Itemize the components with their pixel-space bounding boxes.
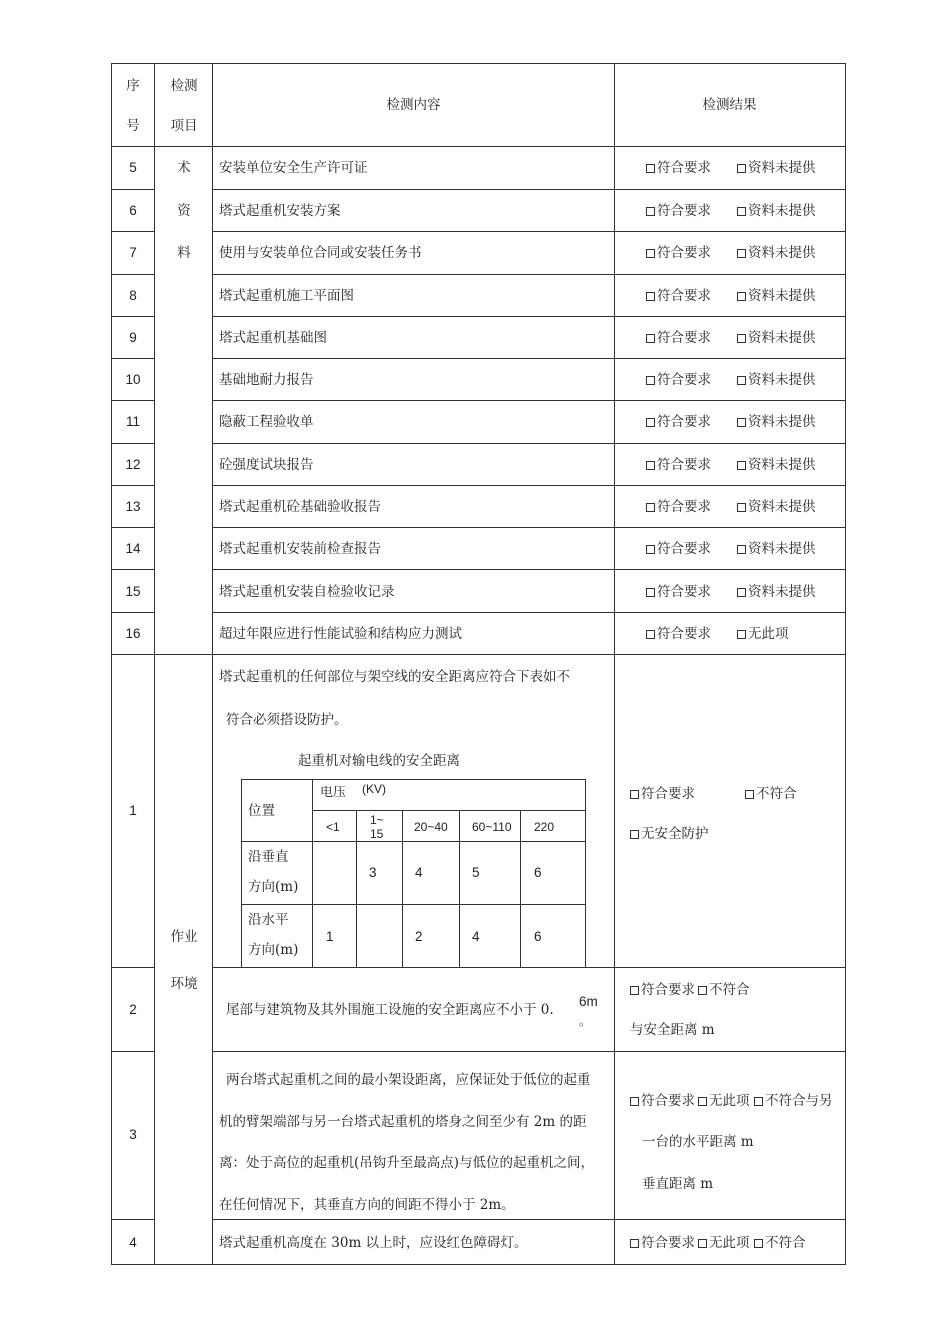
result-horizontal-distance: 一台的水平距离 m — [642, 1134, 754, 1150]
checkbox-icon[interactable] — [698, 1097, 707, 1106]
row-content: 隐蔽工程验收单 — [219, 414, 314, 430]
checkbox-icon[interactable] — [646, 164, 655, 173]
option-not-provided[interactable]: 资料未提供 — [737, 499, 816, 515]
result-distance-label: 与安全距离 m — [630, 1022, 715, 1038]
checkbox-icon[interactable] — [630, 1239, 639, 1248]
table-divider — [111, 443, 154, 444]
row-number: 5 — [129, 160, 137, 175]
option-not-provided[interactable]: 资料未提供 — [737, 245, 816, 261]
option-nonconform[interactable]: 不符合 — [745, 786, 797, 802]
table-divider — [111, 400, 154, 401]
option-not-provided[interactable]: 资料未提供 — [737, 414, 816, 430]
header-result: 检测结果 — [702, 97, 757, 113]
option-conform[interactable]: 符合要求 — [630, 1093, 695, 1109]
group-label-tech-1: 术 — [177, 160, 191, 176]
row-content: 塔式起重机砼基础验收报告 — [219, 499, 381, 515]
table-column-divider — [154, 63, 155, 1265]
vertical-label-1: 沿垂直 — [248, 849, 289, 865]
row-content-line-1: 塔式起重机的任何部位与架空线的安全距离应符合下表如不 — [219, 669, 570, 685]
table-divider — [111, 485, 154, 486]
table-divider — [111, 231, 154, 232]
checkbox-icon[interactable] — [737, 376, 746, 385]
table-divider — [212, 274, 845, 275]
table-divider — [212, 316, 845, 317]
checkbox-icon[interactable] — [737, 588, 746, 597]
distance-table-divider — [312, 810, 586, 811]
table-divider — [111, 1051, 154, 1052]
table-divider — [111, 527, 154, 528]
row-content: 塔式起重机施工平面图 — [219, 288, 354, 304]
row-content: 塔式起重机安装前检查报告 — [219, 541, 381, 557]
checkbox-icon[interactable] — [698, 1239, 707, 1248]
option-conform[interactable]: 符合要求 — [646, 457, 711, 473]
voltage-60-110: 60~110 — [472, 820, 512, 834]
row-number: 3 — [129, 1127, 137, 1142]
row-number: 11 — [125, 414, 140, 429]
checkbox-icon[interactable] — [754, 1097, 763, 1106]
checkbox-icon[interactable] — [737, 418, 746, 427]
horizontal-value: 2 — [415, 929, 423, 944]
row-number: 12 — [125, 457, 141, 472]
table-divider — [212, 400, 845, 401]
header-seq-bottom: 号 — [126, 118, 140, 134]
group-label-tech-3: 料 — [177, 245, 191, 261]
row-content: 塔式起重机安装方案 — [219, 203, 341, 219]
table-border-bottom — [111, 1264, 845, 1265]
header-seq-top: 序 — [126, 78, 140, 94]
row-content-line-3: 离：处于高位的起重机(吊钩升至最高点)与低位的起重机之间， — [219, 1155, 595, 1171]
checkbox-icon[interactable] — [646, 503, 655, 512]
position-label: 位置 — [248, 803, 275, 819]
checkbox-icon[interactable] — [630, 1097, 639, 1106]
voltage-1-15: 1~15 — [370, 813, 384, 839]
result-vertical-distance: 垂直距离 m — [642, 1176, 714, 1192]
option-not-provided[interactable]: 资料未提供 — [737, 372, 816, 388]
checkbox-icon[interactable] — [737, 164, 746, 173]
checkbox-icon[interactable] — [737, 630, 746, 639]
table-column-divider — [212, 63, 213, 1265]
row-number: 16 — [125, 626, 141, 641]
option-not-provided[interactable]: 资料未提供 — [737, 541, 816, 557]
table-divider — [111, 146, 845, 147]
header-item-bottom: 项目 — [170, 118, 198, 134]
horizontal-value: 6 — [534, 929, 542, 944]
option-no-protection[interactable]: 无安全防护 — [630, 826, 709, 842]
checkbox-icon[interactable] — [737, 249, 746, 258]
group-label-env-2: 环境 — [170, 976, 198, 992]
horizontal-label-2: 方向(m) — [248, 942, 299, 958]
checkbox-icon[interactable] — [646, 630, 655, 639]
vertical-value: 6 — [534, 865, 542, 880]
option-conform[interactable]: 符合要求 — [646, 584, 711, 600]
checkbox-icon[interactable] — [737, 461, 746, 470]
checkbox-icon[interactable] — [737, 334, 746, 343]
table-divider — [212, 967, 845, 968]
row-content: 塔式起重机高度在 30m 以上时，应设红色障碍灯。 — [219, 1235, 528, 1251]
option-conform[interactable]: 符合要求 — [630, 1235, 695, 1251]
distance-table-border — [585, 779, 586, 968]
vertical-value: 3 — [369, 865, 377, 880]
checkbox-icon[interactable] — [646, 461, 655, 470]
table-divider — [212, 1051, 845, 1052]
table-divider — [111, 967, 154, 968]
row-number: 8 — [129, 288, 137, 303]
sub-table-title: 起重机对输电线的安全距离 — [298, 753, 460, 769]
voltage-label: 电压 — [320, 786, 346, 800]
row-content: 超过年限应进行性能试验和结构应力测试 — [219, 626, 462, 642]
table-divider — [212, 443, 845, 444]
row-content: 使用与安装单位合同或安装任务书 — [219, 245, 422, 261]
header-item-top: 检测 — [170, 78, 198, 94]
option-nonconform[interactable]: 不符合 — [754, 1235, 806, 1251]
option-conform[interactable]: 符合要求 — [630, 982, 695, 998]
distance-table-divider — [402, 810, 403, 968]
table-border-right — [845, 63, 846, 1265]
checkbox-icon[interactable] — [646, 376, 655, 385]
table-divider — [111, 274, 154, 275]
row-number: 9 — [129, 330, 137, 345]
option-conform[interactable]: 符合要求 — [646, 160, 711, 176]
group-label-tech-2: 资 — [177, 203, 191, 219]
option-not-provided[interactable]: 资料未提供 — [737, 457, 816, 473]
checkbox-icon[interactable] — [737, 503, 746, 512]
table-divider — [212, 527, 845, 528]
row-content-suffix-mark: 。 — [579, 1014, 592, 1028]
horizontal-value: 4 — [472, 929, 480, 944]
table-divider — [111, 189, 154, 190]
option-conform[interactable]: 符合要求 — [630, 786, 695, 802]
horizontal-label-1: 沿水平 — [248, 912, 289, 928]
distance-table-divider — [520, 810, 521, 968]
option-conform[interactable]: 符合要求 — [646, 245, 711, 261]
table-divider — [212, 612, 845, 613]
table-divider — [212, 485, 845, 486]
checkbox-icon[interactable] — [745, 790, 754, 799]
voltage-220: 220 — [534, 820, 555, 834]
row-number: 2 — [129, 1002, 137, 1017]
row-content-line-2: 机的臂架端部与另一台塔式起重机的塔身之间至少有 2m 的距 — [219, 1114, 587, 1130]
vertical-value: 5 — [472, 865, 480, 880]
checkbox-icon[interactable] — [698, 986, 707, 995]
row-number: 13 — [125, 499, 141, 514]
row-number: 6 — [129, 203, 137, 218]
checkbox-icon[interactable] — [630, 790, 639, 799]
table-divider — [212, 189, 845, 190]
row-number: 4 — [129, 1235, 137, 1250]
checkbox-icon[interactable] — [737, 207, 746, 216]
vertical-value: 4 — [415, 865, 423, 880]
option-not-provided[interactable]: 资料未提供 — [737, 160, 816, 176]
checkbox-icon[interactable] — [646, 207, 655, 216]
row-content-line-2: 符合必须搭设防护。 — [226, 712, 348, 728]
table-divider — [212, 358, 845, 359]
option-conform[interactable]: 符合要求 — [646, 288, 711, 304]
checkbox-icon[interactable] — [646, 249, 655, 258]
table-divider — [111, 358, 154, 359]
table-divider — [111, 654, 845, 655]
table-divider — [111, 569, 154, 570]
distance-table-divider — [356, 810, 357, 968]
distance-table-divider — [459, 810, 460, 968]
table-divider — [212, 231, 845, 232]
table-divider — [111, 1219, 154, 1220]
voltage-lt1: <1 — [326, 820, 340, 834]
option-nonconform[interactable]: 不符合 — [698, 982, 750, 998]
option-conform[interactable]: 符合要求 — [646, 541, 711, 557]
option-conform[interactable]: 符合要求 — [646, 203, 711, 219]
row-content: 尾部与建筑物及其外围施工设施的安全距离应不小于 0. — [226, 1002, 554, 1018]
checkbox-icon[interactable] — [630, 830, 639, 839]
distance-table-divider — [241, 904, 586, 905]
checkbox-icon[interactable] — [737, 545, 746, 554]
checkbox-icon[interactable] — [737, 292, 746, 301]
checkbox-icon[interactable] — [646, 292, 655, 301]
distance-table-border — [241, 779, 586, 780]
option-conform[interactable]: 符合要求 — [646, 414, 711, 430]
table-divider — [111, 316, 154, 317]
option-conform[interactable]: 符合要求 — [646, 372, 711, 388]
group-label-env-1: 作业 — [170, 929, 198, 945]
option-not-applicable[interactable]: 无此项 — [737, 626, 789, 642]
row-content: 塔式起重机基础图 — [219, 330, 327, 346]
table-border-left — [111, 63, 112, 1265]
checkbox-icon[interactable] — [630, 986, 639, 995]
row-number: 10 — [125, 372, 141, 387]
unit-label: (KV) — [362, 782, 386, 796]
table-column-divider — [614, 63, 615, 1265]
row-content-line-1: 两台塔式起重机之间的最小架设距离，应保证处于低位的起重 — [226, 1072, 591, 1088]
header-content: 检测内容 — [386, 97, 441, 113]
table-divider — [111, 612, 154, 613]
option-not-provided[interactable]: 资料未提供 — [737, 288, 816, 304]
row-content: 砼强度试块报告 — [219, 457, 314, 473]
option-not-provided[interactable]: 资料未提供 — [737, 584, 816, 600]
distance-table-border — [241, 779, 242, 968]
checkbox-icon[interactable] — [646, 418, 655, 427]
checkbox-icon[interactable] — [754, 1239, 763, 1248]
checkbox-icon[interactable] — [646, 588, 655, 597]
option-nonconform[interactable]: 不符合与另 — [754, 1093, 833, 1109]
row-number: 7 — [129, 245, 137, 260]
row-content: 塔式起重机安装自检验收记录 — [219, 584, 395, 600]
row-content-suffix: 6m — [579, 994, 598, 1009]
row-content-line-4: 在任何情况下，其垂直方向的间距不得小于 2m。 — [219, 1197, 515, 1213]
row-number: 15 — [125, 584, 141, 599]
horizontal-value: 1 — [326, 929, 334, 944]
checkbox-icon[interactable] — [646, 545, 655, 554]
option-conform[interactable]: 符合要求 — [646, 499, 711, 515]
option-not-provided[interactable]: 资料未提供 — [737, 330, 816, 346]
row-number: 1 — [129, 803, 137, 818]
option-conform[interactable]: 符合要求 — [646, 626, 711, 642]
row-number: 14 — [125, 541, 141, 556]
option-not-provided[interactable]: 资料未提供 — [737, 203, 816, 219]
option-not-applicable[interactable]: 无此项 — [698, 1093, 750, 1109]
vertical-label-2: 方向(m) — [248, 879, 299, 895]
table-divider — [212, 569, 845, 570]
option-not-applicable[interactable]: 无此项 — [698, 1235, 750, 1251]
table-border-top — [111, 63, 845, 64]
row-content: 安装单位安全生产许可证 — [219, 160, 368, 176]
distance-table-divider — [312, 779, 313, 968]
row-content: 基础地耐力报告 — [219, 372, 314, 388]
table-divider — [212, 1219, 845, 1220]
distance-table-divider — [241, 841, 586, 842]
voltage-20-40: 20~40 — [414, 820, 448, 834]
checkbox-icon[interactable] — [646, 334, 655, 343]
option-conform[interactable]: 符合要求 — [646, 330, 711, 346]
